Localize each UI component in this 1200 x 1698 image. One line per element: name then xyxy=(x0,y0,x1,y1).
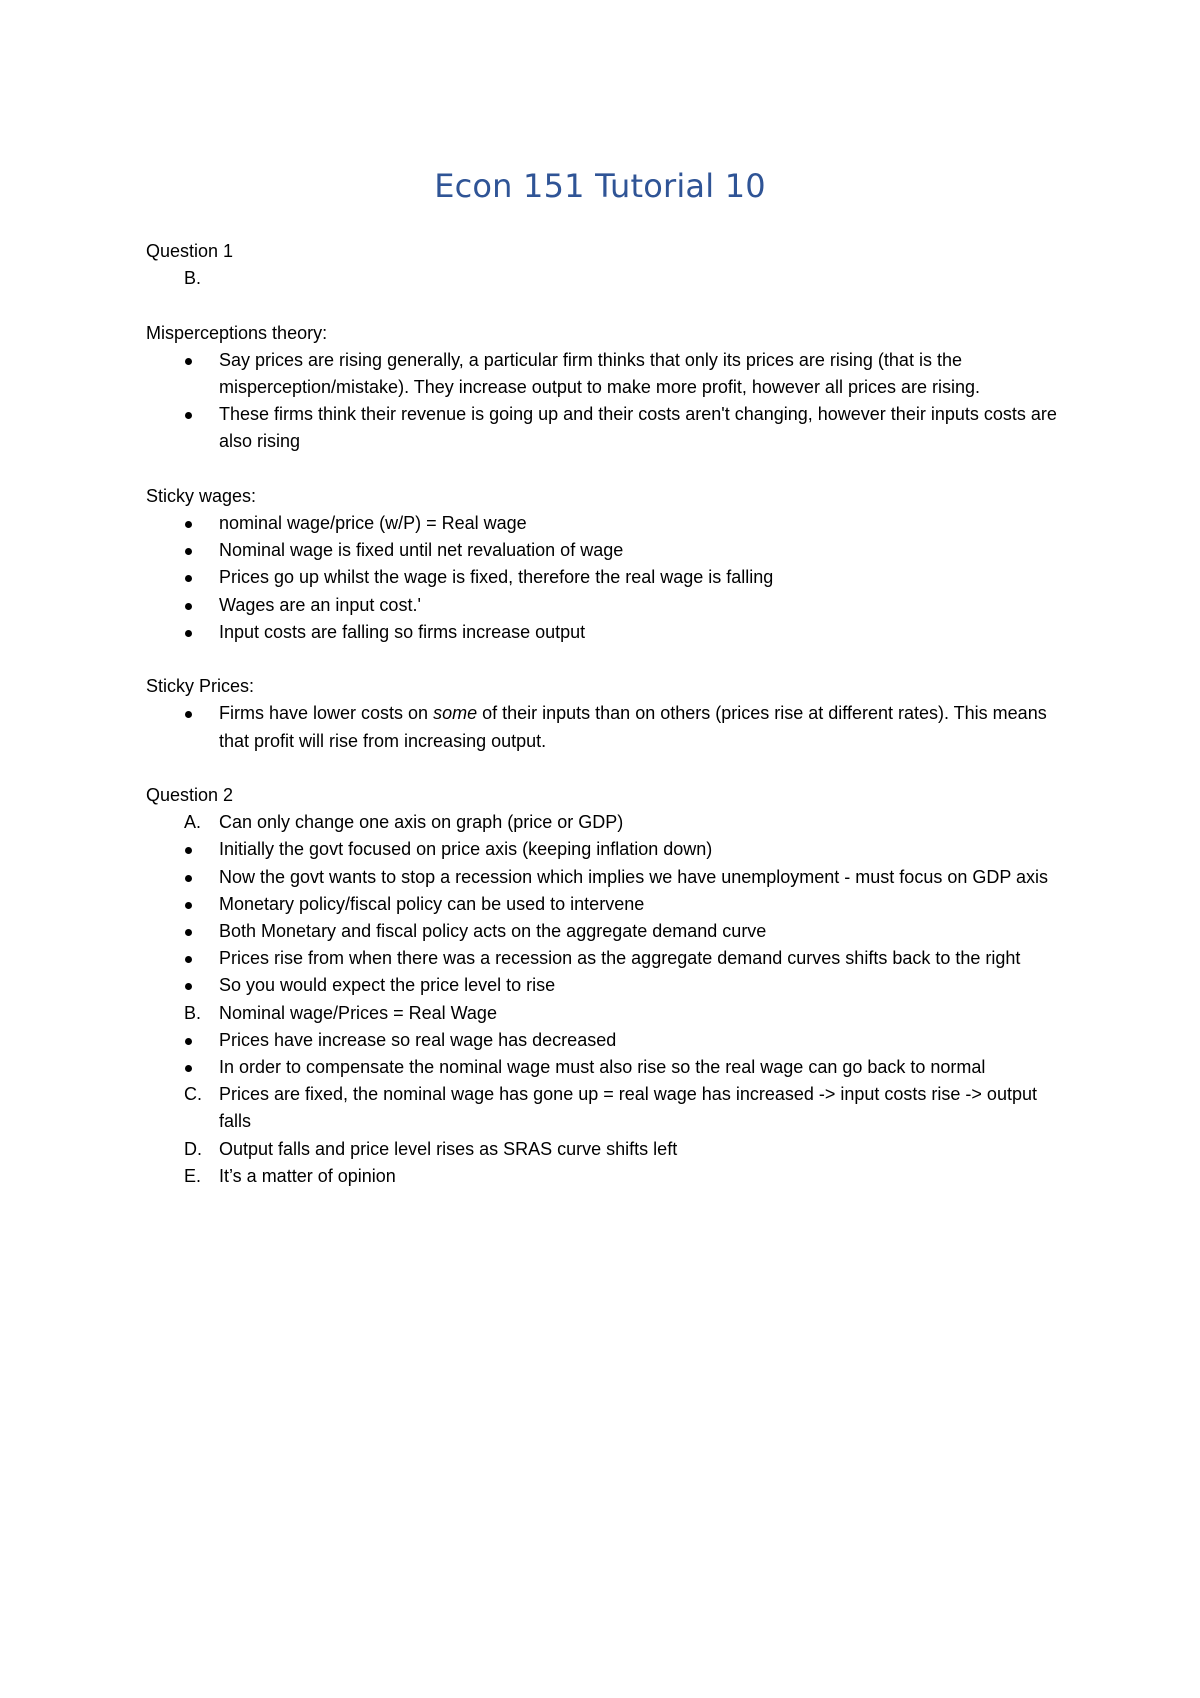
list-item-text: Initially the govt focused on price axis (keeping inflation down) xyxy=(219,839,713,860)
spacer xyxy=(146,755,1066,782)
lettered-item-d xyxy=(146,1136,1066,1163)
bullet-icon xyxy=(185,358,192,365)
bullet-icon xyxy=(185,711,192,718)
letter-marker: E. xyxy=(184,1165,202,1186)
lettered-item-a xyxy=(146,809,1066,836)
list-item-text-suffix: of their inputs than on others (prices rise at different rates). This means that profit will rise from increasing output. xyxy=(219,703,1047,751)
bullet-icon xyxy=(185,603,192,610)
list-item-text: Say prices are rising generally, a particular firm thinks that only its prices are rising (that is the misperception/mistake). They increase output to make more profit, however all prices are rising. xyxy=(219,349,980,397)
list-item xyxy=(146,1027,1066,1054)
list-item-text: Both Monetary and fiscal policy acts on the aggregate demand curve xyxy=(219,921,767,942)
question-1-answer-marker: B. xyxy=(184,268,202,289)
letter-marker: C. xyxy=(184,1084,202,1105)
lettered-item-text: Nominal wage/Prices = Real Wage xyxy=(219,1002,497,1023)
bullet-icon xyxy=(185,575,192,582)
list-item-text: Monetary policy/fiscal policy can be used to intervene xyxy=(219,893,645,914)
list-item xyxy=(146,864,1066,891)
list-item-text: nominal wage/price (w/P) = Real wage xyxy=(219,513,527,533)
list-item xyxy=(146,945,1066,972)
list-item-text: In order to compensate the nominal wage must also rise so the real wage can go back to normal xyxy=(219,1057,986,1078)
bullet-icon xyxy=(185,1038,192,1045)
bullet-icon xyxy=(185,521,192,528)
list-item xyxy=(146,836,1066,863)
list-item xyxy=(146,972,1066,999)
list-item xyxy=(146,700,1066,754)
letter-marker: B. xyxy=(184,1002,202,1023)
list-item xyxy=(146,918,1066,945)
bullet-icon xyxy=(185,630,192,637)
list-item-text: Prices go up whilst the wage is fixed, therefore the real wage is falling xyxy=(219,567,774,588)
question-1-answer xyxy=(146,265,1066,292)
bullet-icon xyxy=(185,929,192,936)
list-item xyxy=(146,401,1066,455)
lettered-item-text: Output falls and price level rises as SRAS curve shifts left xyxy=(219,1138,678,1159)
bullet-icon xyxy=(185,902,192,909)
document-body xyxy=(146,238,1066,1190)
list-item xyxy=(146,564,1066,591)
bullet-icon xyxy=(185,847,192,854)
list-item xyxy=(146,347,1066,401)
lettered-item-text: Prices are fixed, the nominal wage has gone up = real wage has increased -> input costs rise -> output falls xyxy=(219,1084,1037,1132)
lettered-item-c xyxy=(146,1081,1066,1135)
letter-marker: A. xyxy=(184,812,202,833)
spacer xyxy=(146,456,1066,483)
list-item-text: Nominal wage is fixed until net revaluation of wage xyxy=(219,540,624,561)
list-item-text: Input costs are falling so firms increase output xyxy=(219,621,586,642)
list-item-text: These firms think their revenue is going up and their costs aren't changing, however their inputs costs are also rising xyxy=(219,404,1057,452)
question-2-heading: Question 2 xyxy=(146,785,234,805)
list-item-text: So you would expect the price level to rise xyxy=(219,975,556,996)
lettered-item-text: It’s a matter of opinion xyxy=(219,1165,396,1186)
question-1-heading: Question 1 xyxy=(146,241,234,261)
list-item-text: Prices have increase so real wage has decreased xyxy=(219,1029,617,1050)
document-title: Econ 151 Tutorial 10 xyxy=(434,167,766,205)
misperceptions-heading: Misperceptions theory: xyxy=(146,322,328,343)
list-item xyxy=(146,891,1066,918)
spacer xyxy=(146,292,1066,319)
list-item xyxy=(146,1054,1066,1081)
sticky-wages-heading: Sticky wages: xyxy=(146,485,257,506)
list-item xyxy=(146,592,1066,619)
letter-marker: D. xyxy=(184,1138,202,1159)
list-item-text: Wages are an input cost.' xyxy=(219,594,421,615)
list-item-text: Now the govt wants to stop a recession which implies we have unemployment - must focus on GDP axis xyxy=(219,866,1049,887)
list-item-text: Prices rise from when there was a recession as the aggregate demand curves shifts back to the right xyxy=(219,948,1021,969)
sticky-prices-heading: Sticky Prices: xyxy=(146,676,255,697)
list-item-text-prefix: Firms have lower costs on xyxy=(219,703,434,724)
lettered-item-text: Can only change one axis on graph (price or GDP) xyxy=(219,812,624,833)
list-item xyxy=(146,619,1066,646)
bullet-icon xyxy=(185,548,192,555)
list-item xyxy=(146,537,1066,564)
bullet-icon xyxy=(185,983,192,990)
bullet-icon xyxy=(185,875,192,882)
bullet-icon xyxy=(185,1065,192,1072)
lettered-item-e xyxy=(146,1163,1066,1190)
list-item-text-emphasis: some xyxy=(433,703,478,724)
bullet-icon xyxy=(185,956,192,963)
list-item xyxy=(146,510,1066,537)
bullet-icon xyxy=(185,412,192,419)
lettered-item-b xyxy=(146,1000,1066,1027)
spacer xyxy=(146,646,1066,673)
